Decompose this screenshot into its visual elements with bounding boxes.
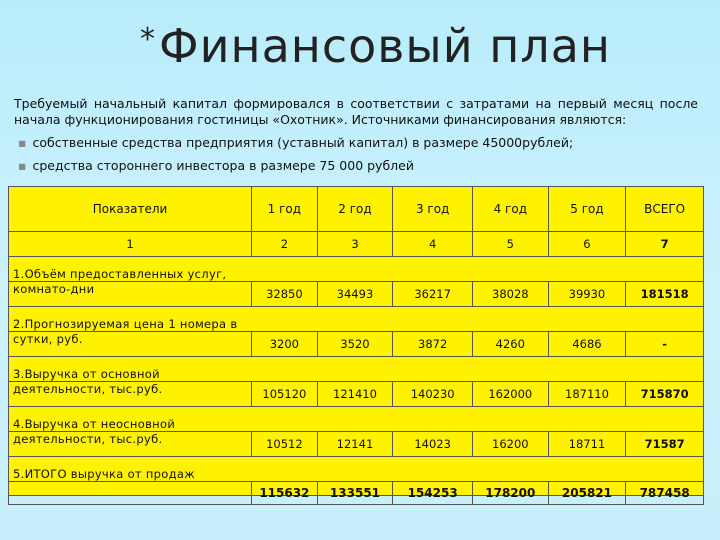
value-cell: 178200	[472, 482, 548, 505]
value-cell: 18711	[548, 432, 626, 457]
row-label-top: 5.ИТОГО выручка от продаж	[9, 457, 704, 482]
row-label-bottom: сутки, руб.	[9, 332, 252, 357]
table-row	[9, 282, 704, 307]
financial-plan-table	[8, 186, 704, 505]
table-index-row	[9, 232, 704, 257]
header-year-2: 2 год	[317, 187, 393, 232]
value-cell: 39930	[548, 282, 626, 307]
index-cell: 2	[252, 232, 318, 257]
value-cell: 3872	[393, 332, 473, 357]
intro-paragraph: Требуемый начальный капитал формировался в соответствии с затратами на первый месяц после начала функционирования гостиницы «Охотник». Источниками финансирования являются:	[14, 96, 698, 127]
value-cell: 140230	[393, 382, 473, 407]
index-cell: 3	[317, 232, 393, 257]
table-row	[9, 432, 704, 457]
value-cell: 4260	[472, 332, 548, 357]
bullet-item-investor	[18, 158, 414, 173]
table-row	[9, 382, 704, 407]
total-cell: 715870	[626, 382, 704, 407]
total-cell: 181518	[626, 282, 704, 307]
header-year-3: 3 год	[393, 187, 473, 232]
total-row	[9, 482, 704, 505]
asterisk-icon: *	[140, 22, 155, 57]
table-row	[9, 307, 704, 332]
header-total: ВСЕГО	[626, 187, 704, 232]
row-label-top: 1.Объём предоставленных услуг,	[9, 257, 704, 282]
value-cell: 38028	[472, 282, 548, 307]
index-cell: 7	[626, 232, 704, 257]
value-cell: 115632	[252, 482, 318, 505]
value-cell: 34493	[317, 282, 393, 307]
row-label-top: 2.Прогнозируемая цена 1 номера в	[9, 307, 704, 332]
value-cell: 3200	[252, 332, 318, 357]
bullet-icon: ▪	[18, 158, 27, 173]
value-cell: 121410	[317, 382, 393, 407]
value-cell: 105120	[252, 382, 318, 407]
row-label-bottom: деятельности, тыс.руб.	[9, 382, 252, 407]
value-cell: 14023	[393, 432, 473, 457]
row-label-top: 4.Выручка от неосновной	[9, 407, 704, 432]
row-label-bottom: комнато-дни	[9, 282, 252, 307]
header-year-1: 1 год	[252, 187, 318, 232]
bullet-item-own-funds	[18, 135, 573, 150]
value-cell: 187110	[548, 382, 626, 407]
index-cell: 6	[548, 232, 626, 257]
row-label-top: 3.Выручка от основной	[9, 357, 704, 382]
table-row	[9, 332, 704, 357]
total-cell: 787458	[626, 482, 704, 505]
bullet-text: средства стороннего инвестора в размере 75 000 рублей	[32, 158, 414, 173]
value-cell: 154253	[393, 482, 473, 505]
index-cell: 1	[9, 232, 252, 257]
value-cell: 32850	[252, 282, 318, 307]
total-cell: -	[626, 332, 704, 357]
page-title: Финансовый план	[159, 19, 611, 73]
table-row	[9, 257, 704, 282]
table-header-row	[9, 187, 704, 232]
table-row	[9, 357, 704, 382]
value-cell: 36217	[393, 282, 473, 307]
slide-title	[140, 18, 611, 88]
value-cell: 16200	[472, 432, 548, 457]
value-cell: 4686	[548, 332, 626, 357]
header-year-5: 5 год	[548, 187, 626, 232]
value-cell: 10512	[252, 432, 318, 457]
index-cell: 4	[393, 232, 473, 257]
empty-cell	[9, 482, 252, 505]
bullet-icon: ▪	[18, 135, 27, 150]
header-year-4: 4 год	[472, 187, 548, 232]
table-row	[9, 407, 704, 432]
total-cell: 71587	[626, 432, 704, 457]
value-cell: 162000	[472, 382, 548, 407]
row-label-bottom: деятельности, тыс.руб.	[9, 432, 252, 457]
value-cell: 12141	[317, 432, 393, 457]
bullet-text: собственные средства предприятия (уставный капитал) в размере 45000рублей;	[32, 135, 574, 150]
table-row	[9, 457, 704, 482]
value-cell: 133551	[317, 482, 393, 505]
index-cell: 5	[472, 232, 548, 257]
value-cell: 205821	[548, 482, 626, 505]
value-cell: 3520	[317, 332, 393, 357]
header-indicators: Показатели	[9, 187, 252, 232]
